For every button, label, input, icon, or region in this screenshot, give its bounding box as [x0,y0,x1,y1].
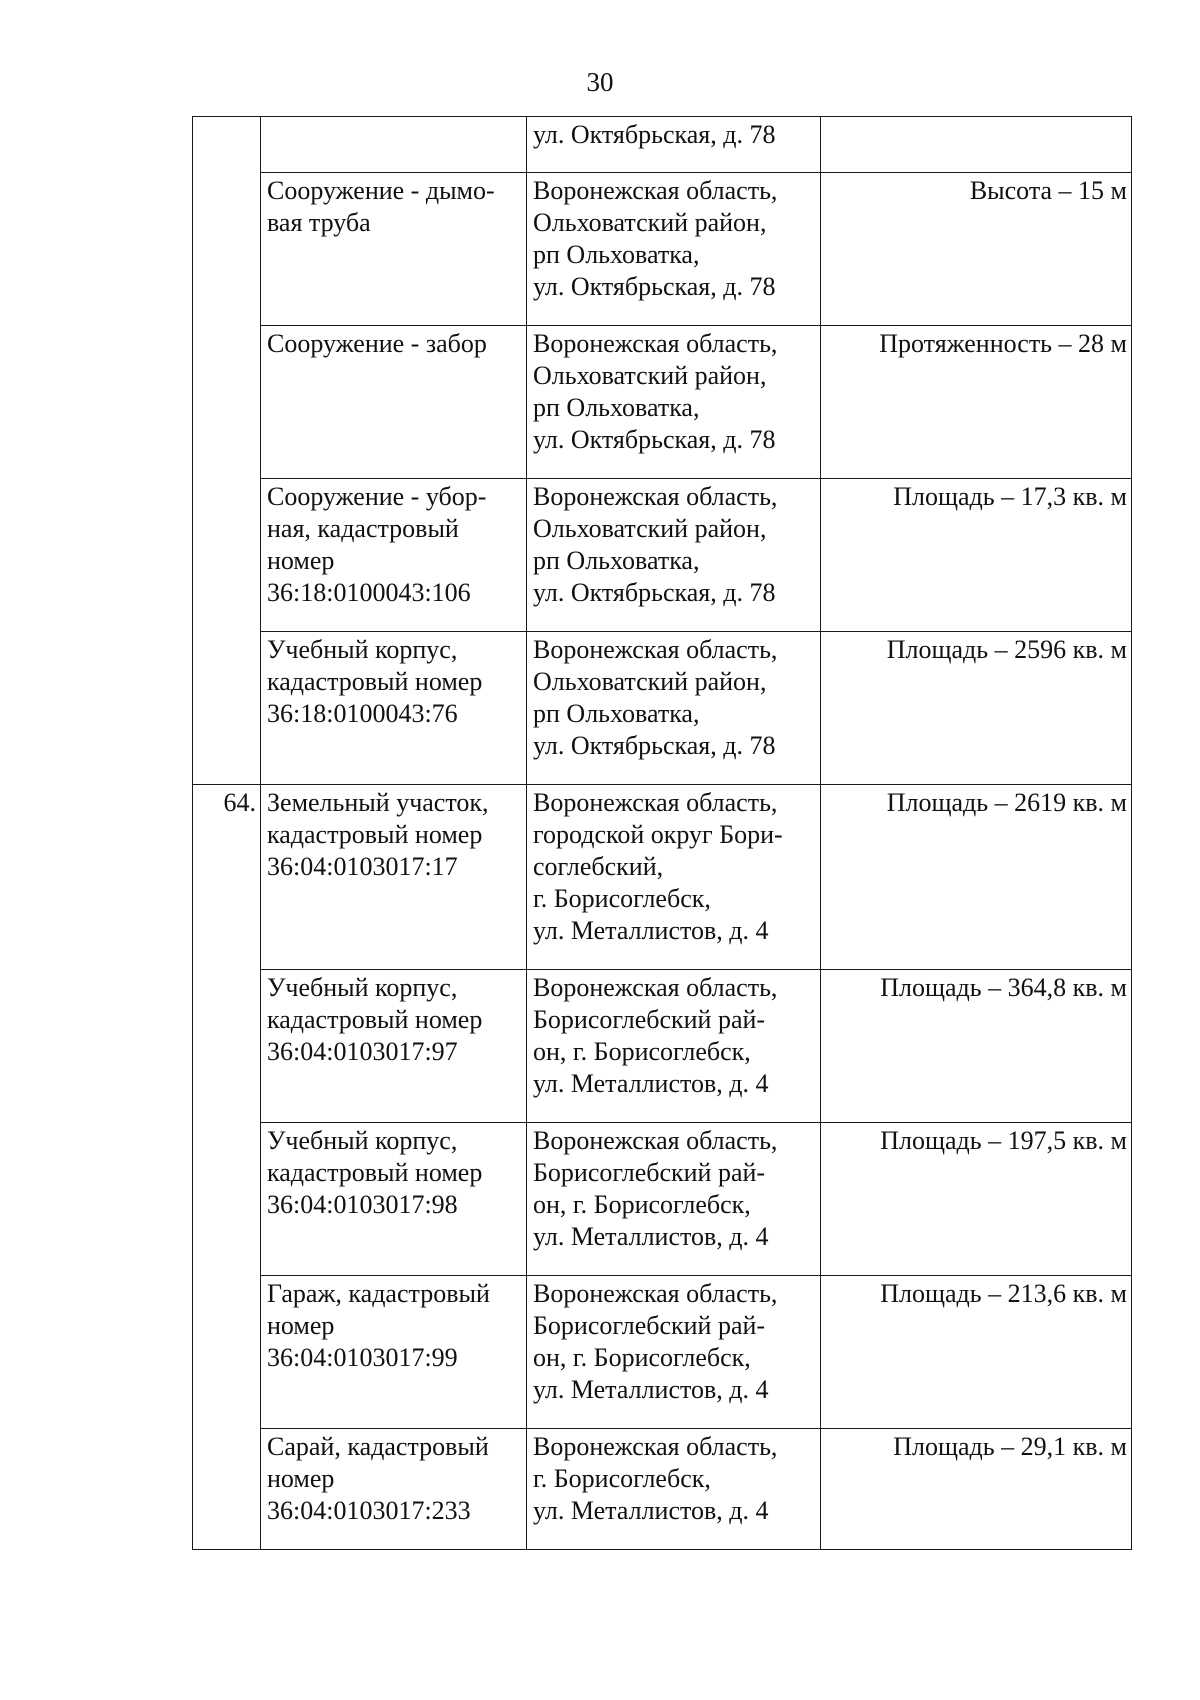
object-name-cell [261,117,527,173]
address-cell: Воронежская область, городской округ Бори- соглебский, г. Борисоглебск, ул. Металлистов, д. 4 [527,785,821,970]
object-name-cell: Учебный корпус, кадастровый номер 36:04:0103017:98 [261,1123,527,1276]
property-table [192,116,1132,1550]
page-number: 30 [586,67,614,97]
object-name-cell: Сооружение - забор [261,326,527,479]
table-row [193,326,1132,479]
characteristic-cell: Площадь – 213,6 кв. м [821,1276,1132,1429]
characteristic-cell: Площадь – 2596 кв. м [821,632,1132,785]
address-cell: Воронежская область, Борисоглебский рай- он, г. Борисоглебск, ул. Металлистов, д. 4 [527,1276,821,1429]
object-name-cell: Сооружение - убор- ная, кадастровый номер 36:18:0100043:106 [261,479,527,632]
characteristic-cell: Площадь – 2619 кв. м [821,785,1132,970]
table-row [193,1123,1132,1276]
table-row [193,632,1132,785]
address-cell: Воронежская область, Ольховатский район, рп Ольховатка, ул. Октябрьская, д. 78 [527,632,821,785]
address-cell: Воронежская область, Ольховатский район, рп Ольховатка, ул. Октябрьская, д. 78 [527,173,821,326]
characteristic-cell: Площадь – 17,3 кв. м [821,479,1132,632]
address-cell: ул. Октябрьская, д. 78 [527,117,821,173]
table-row [193,479,1132,632]
characteristic-cell: Площадь – 197,5 кв. м [821,1123,1132,1276]
characteristic-cell: Площадь – 29,1 кв. м [821,1429,1132,1550]
row-number-cell [193,117,261,785]
address-cell: Воронежская область, Борисоглебский рай- он, г. Борисоглебск, ул. Металлистов, д. 4 [527,970,821,1123]
address-cell: Воронежская область, г. Борисоглебск, ул. Металлистов, д. 4 [527,1429,821,1550]
object-name-cell: Учебный корпус, кадастровый номер 36:18:0100043:76 [261,632,527,785]
characteristic-cell: Площадь – 364,8 кв. м [821,970,1132,1123]
characteristic-cell: Высота – 15 м [821,173,1132,326]
object-name-cell: Учебный корпус, кадастровый номер 36:04:0103017:97 [261,970,527,1123]
table-row [193,117,1132,173]
object-name-cell: Земельный участок, кадастровый номер 36:04:0103017:17 [261,785,527,970]
characteristic-cell: Протяженность – 28 м [821,326,1132,479]
address-cell: Воронежская область, Борисоглебский рай- он, г. Борисоглебск, ул. Металлистов, д. 4 [527,1123,821,1276]
object-name-cell: Сарай, кадастровый номер 36:04:0103017:233 [261,1429,527,1550]
object-name-cell: Сооружение - дымо- вая труба [261,173,527,326]
table-row [193,1276,1132,1429]
row-number-cell: 64. [193,785,261,1550]
table-row [193,1429,1132,1550]
table-row [193,785,1132,970]
address-cell: Воронежская область, Ольховатский район, рп Ольховатка, ул. Октябрьская, д. 78 [527,479,821,632]
table-row [193,173,1132,326]
characteristic-cell [821,117,1132,173]
table-row [193,970,1132,1123]
address-cell: Воронежская область, Ольховатский район, рп Ольховатка, ул. Октябрьская, д. 78 [527,326,821,479]
object-name-cell: Гараж, кадастровый номер 36:04:0103017:99 [261,1276,527,1429]
